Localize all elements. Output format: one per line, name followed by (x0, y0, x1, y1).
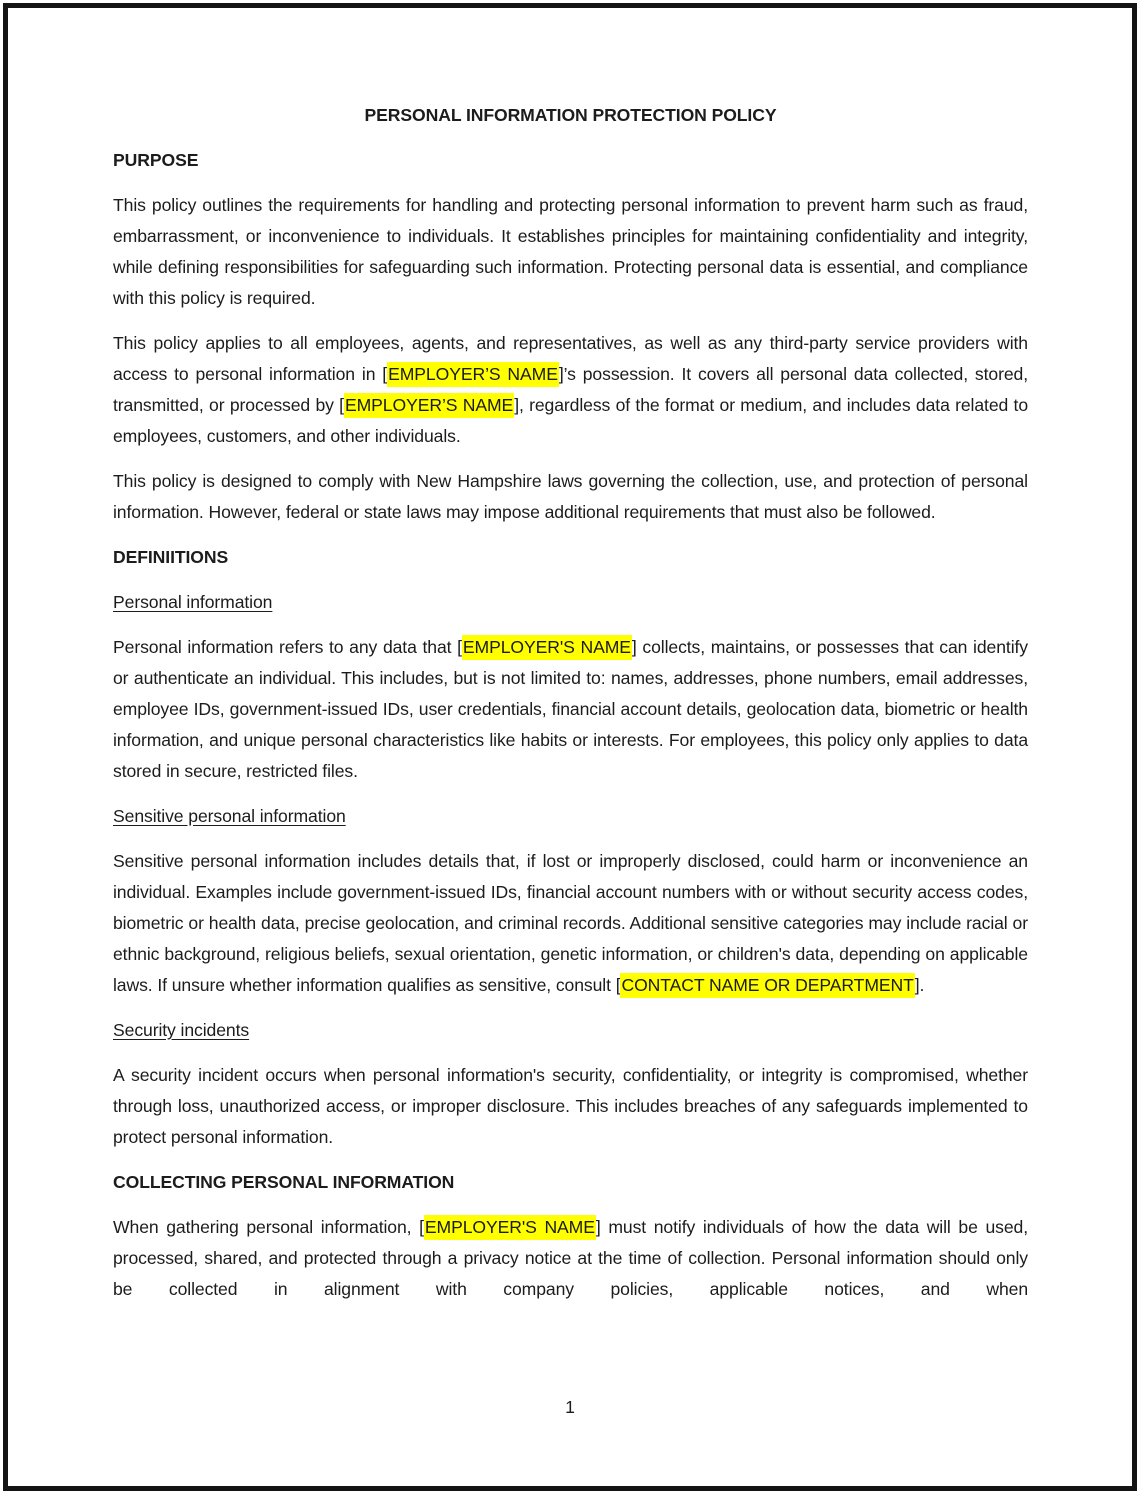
paragraph-scope (113, 328, 1028, 452)
paragraph-collecting-intro (113, 1212, 1028, 1305)
paragraph-personal-definition (113, 632, 1028, 787)
document-title: PERSONAL INFORMATION PROTECTION POLICY (364, 105, 777, 125)
text-run: ] must notify individuals of how the data will be used, processed, shared, and protected through a privacy notice at the time of collection. Personal information should only be collected in alignment with company policies, applicable notices, and when (113, 1217, 1028, 1299)
text-run: This policy applies to all employees, agents, and representatives, as well as any third-party service providers with access to personal information in [ (113, 333, 1028, 384)
text-run: ] collects, maintains, or possesses that can identify or authenticate an individual. This includes, but is not limited to: names, addresses, phone numbers, email addresses, employee IDs, government-issued IDs, user credentials, financial account details, geolocation data, biometric or health information, and unique personal characteristics like habits or interests. For employees, this policy only applies to data stored in secure, restricted files. (113, 637, 1028, 781)
subheading-personal-information: Personal information (113, 592, 273, 612)
heading-collecting-personal-information: COLLECTING PERSONAL INFORMATION (113, 1172, 455, 1192)
highlight-employers-name: EMPLOYER’S NAME (387, 362, 559, 387)
heading-purpose: PURPOSE (113, 150, 199, 170)
text-run: ]. (914, 975, 925, 995)
paragraph-sensitive-definition (113, 846, 1028, 1001)
subheading-security-incidents: Security incidents (113, 1020, 250, 1040)
text-run: Personal information refers to any data that [ (113, 637, 462, 657)
text-run: ], regardless of the format or medium, and includes data related to employees, customers, and other individuals. (113, 395, 1029, 446)
highlight-employers-name: EMPLOYER'S NAME (462, 635, 632, 660)
heading-definitions: DEFINIITIONS (113, 547, 229, 567)
paragraph-security-definition: A security incident occurs when personal information's security, confidentiality, or integrity is compromised, whether through loss, unauthorized access, or improper disclosure. This includes breaches of any safeguards implemented to protect personal information. (113, 1065, 1028, 1147)
highlight-contact-name-or-department: CONTACT NAME OR DEPARTMENT (620, 973, 914, 998)
highlight-employers-name: EMPLOYER'S NAME (424, 1215, 596, 1240)
text-run: ]’s possession. It covers all personal data collected, stored, transmitted, or processed by [ (113, 364, 1028, 415)
paragraph-law-compliance: This policy is designed to comply with New Hampshire laws governing the collection, use, and protection of personal information. However, federal or state laws may impose additional requirements that must also be followed. (113, 471, 1028, 522)
text-run: Sensitive personal information includes details that, if lost or improperly disclosed, could harm or inconvenience an individual. Examples include government-issued IDs, financial account numbers with or without security access codes, biometric or health data, precise geolocation, and criminal records. Additional sensitive categories may include racial or ethnic background, religious beliefs, sexual orientation, genetic information, or children's data, depending on applicable laws. If unsure whether information qualifies as sensitive, consult [ (113, 851, 1028, 995)
paragraph-purpose-intro: This policy outlines the requirements for handling and protecting personal information to prevent harm such as fraud, embarrassment, or inconvenience to individuals. It establishes principles for maintaining confidentiality and integrity, while defining responsibilities for safeguarding such information. Protecting personal data is essential, and compliance with this policy is required. (113, 195, 1028, 308)
page-number: 1 (565, 1397, 575, 1417)
highlight-employers-name: EMPLOYER’S NAME (344, 393, 514, 418)
subheading-sensitive-personal-information: Sensitive personal information (113, 806, 346, 826)
text-run: When gathering personal information, [ (113, 1217, 424, 1237)
